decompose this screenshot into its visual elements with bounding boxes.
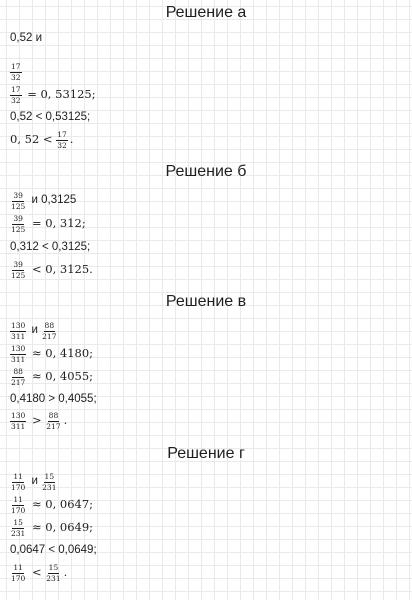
fraction [10, 519, 26, 537]
fraction-denominator: 311 [11, 354, 26, 364]
math-line [10, 368, 93, 386]
math-expression: . [69, 132, 74, 147]
fraction-numerator: 11 [13, 495, 23, 504]
math-line [10, 545, 97, 557]
section-heading: Решение а [165, 4, 247, 21]
text-segment: и [28, 324, 42, 337]
text-segment: и [28, 475, 42, 488]
fraction-numerator: 88 [48, 411, 59, 420]
fraction-numerator: 17 [57, 130, 67, 139]
text-segment: 0,312 < 0,3125; [10, 241, 91, 253]
fraction-numerator: 17 [11, 85, 21, 94]
fraction [10, 345, 26, 363]
fraction-numerator: 15 [44, 472, 55, 481]
fraction [10, 368, 26, 386]
text-segment: 0,0647 < 0,0649; [10, 544, 97, 556]
fraction-denominator: 32 [11, 72, 21, 82]
fraction [10, 215, 26, 233]
math-line [10, 242, 90, 254]
section-heading: Решение г [167, 445, 245, 462]
fraction-denominator: 125 [11, 270, 26, 280]
fraction [41, 473, 57, 491]
math-expression: < 0, 3125. [28, 262, 93, 277]
fraction-denominator: 125 [11, 201, 26, 211]
fraction-denominator: 231 [42, 482, 57, 492]
fraction [56, 131, 68, 149]
math-line [10, 261, 93, 279]
fraction-denominator: 170 [11, 505, 26, 515]
fraction-denominator: 32 [11, 95, 21, 105]
math-expression: . [63, 413, 68, 428]
fraction-denominator: 311 [11, 421, 26, 431]
math-line [10, 86, 96, 104]
math-line [10, 112, 90, 124]
fraction-numerator: 130 [11, 344, 26, 353]
fraction-denominator: 217 [46, 421, 61, 431]
math-line [10, 345, 93, 363]
fraction-denominator: 311 [11, 331, 26, 341]
math-line [10, 192, 76, 210]
fraction-numerator: 15 [13, 518, 23, 527]
text-segment: 0,4180 > 0,4055; [10, 393, 97, 405]
fraction-numerator: 88 [44, 321, 55, 330]
math-line [10, 131, 73, 149]
fraction-denominator: 32 [57, 140, 67, 150]
fraction-numerator: 15 [48, 563, 59, 572]
fraction-denominator: 125 [11, 224, 26, 234]
math-line [10, 322, 59, 340]
math-line [10, 412, 67, 430]
fraction [45, 564, 61, 582]
fraction-numerator: 39 [13, 191, 23, 200]
fraction-numerator: 11 [13, 472, 23, 481]
text-segment: 0,52 < 0,53125; [10, 111, 91, 123]
text-segment: 0,52 и [10, 32, 43, 44]
math-expression: = 0, 312; [28, 216, 86, 231]
fraction [10, 86, 22, 104]
math-line [10, 33, 42, 45]
fraction [10, 412, 26, 430]
fraction-numerator: 17 [11, 62, 21, 71]
fraction-denominator: 170 [11, 482, 26, 492]
math-line [10, 473, 59, 491]
math-line [10, 394, 97, 406]
fraction [10, 473, 26, 491]
section-heading: Решение в [165, 293, 247, 310]
math-line [10, 519, 93, 537]
math-line [10, 215, 86, 233]
fraction-numerator: 39 [13, 214, 23, 223]
math-expression: 0, 52 < [10, 132, 57, 147]
fraction [10, 322, 26, 340]
fraction-denominator: 217 [11, 377, 26, 387]
math-expression: . [63, 565, 68, 580]
math-expression: < [28, 565, 46, 580]
text-segment: и 0,3125 [28, 194, 77, 207]
fraction [10, 192, 26, 210]
fraction [10, 63, 22, 81]
fraction-numerator: 11 [13, 563, 23, 572]
fraction-numerator: 130 [11, 411, 26, 420]
fraction [10, 261, 26, 279]
fraction [10, 564, 26, 582]
math-expression: ≈ 0, 0647; [28, 497, 94, 512]
fraction [45, 412, 61, 430]
section-heading: Решение б [165, 163, 247, 180]
fraction [41, 322, 57, 340]
math-expression: ≈ 0, 0649; [28, 520, 94, 535]
math-expression: = 0, 53125; [23, 87, 96, 102]
fraction-numerator: 39 [13, 260, 23, 269]
math-line [10, 564, 67, 582]
math-expression: > [28, 413, 46, 428]
math-line [10, 496, 93, 514]
fraction-denominator: 231 [11, 528, 26, 538]
fraction-denominator: 231 [46, 573, 61, 583]
fraction-denominator: 170 [11, 573, 26, 583]
fraction-denominator: 217 [42, 331, 57, 341]
math-line [10, 63, 24, 81]
math-expression: ≈ 0, 4055; [28, 369, 94, 384]
fraction-numerator: 130 [11, 321, 26, 330]
fraction-numerator: 88 [13, 367, 23, 376]
fraction [10, 496, 26, 514]
math-expression: ≈ 0, 4180; [28, 346, 94, 361]
